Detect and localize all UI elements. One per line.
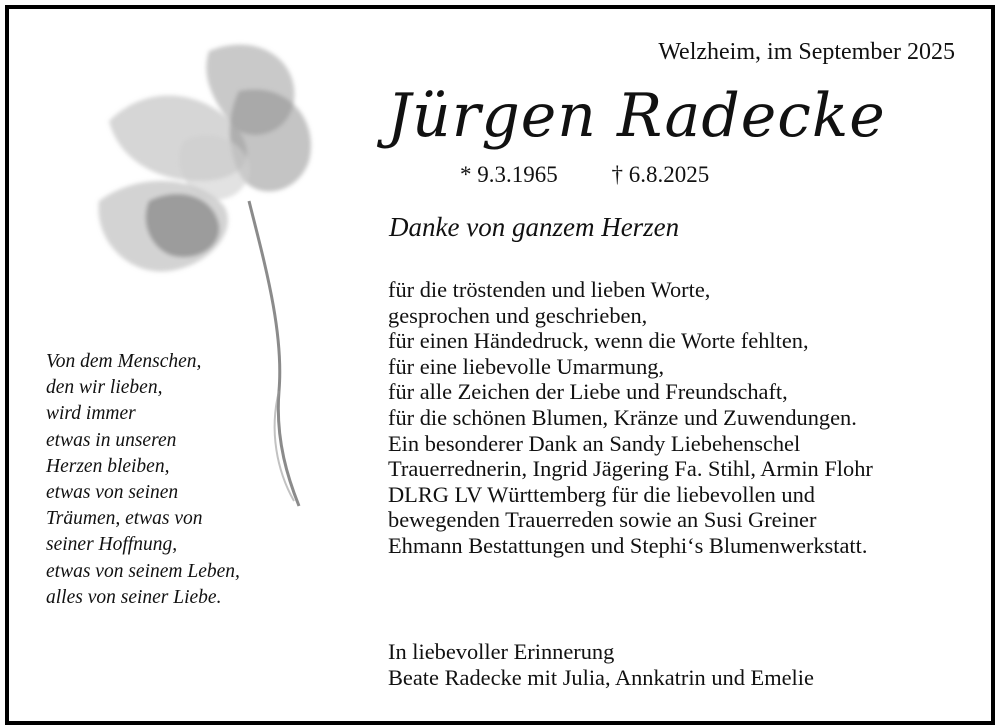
text-line: bewegenden Trauerreden sowie an Susi Greiner (388, 507, 817, 533)
deceased-name: Jürgen Radecke (387, 81, 886, 151)
poem-line: Träumen, etwas von (46, 508, 203, 530)
poem-line: etwas in unseren (46, 429, 177, 451)
text-line: für alle Zeichen der Liebe und Freundschaft, (388, 379, 788, 405)
place-date: Welzheim, im September 2025 (658, 39, 955, 65)
text-line: für eine liebevolle Umarmung, (388, 353, 665, 379)
life-dates (460, 162, 709, 188)
poem-line: alles von seiner Liebe. (46, 586, 222, 608)
poem-line: seiner Hoffnung, (46, 534, 178, 556)
text-line: Ein besonderer Dank an Sandy Liebehenschel (388, 430, 801, 456)
poem-line: den wir lieben, (46, 377, 163, 399)
text-line: Ehmann Bestattungen und Stephi‘s Blumenwerkstatt. (388, 532, 868, 558)
text-line: für die schönen Blumen, Kränze und Zuwendungen. (388, 404, 857, 430)
poem-line: etwas von seinen (46, 482, 179, 504)
text-line: für einen Händedruck, wenn die Worte fehlten, (388, 328, 809, 354)
text-line: DLRG LV Württemberg für die liebevollen und (388, 481, 816, 507)
poem-line: Herzen bleiben, (46, 455, 170, 477)
poem (46, 349, 240, 611)
text-line: Trauerrednerin, Ingrid Jägering Fa. Stihl, Armin Flohr (388, 456, 873, 482)
poem-line: etwas von seinem Leben, (46, 560, 240, 582)
notice-frame (5, 5, 995, 725)
death-date: † 6.8.2025 (611, 162, 710, 187)
text-line: gesprochen und geschrieben, (388, 302, 648, 328)
poem-line: wird immer (46, 403, 136, 425)
thanks-text (388, 277, 873, 559)
thanks-title: Danke von ganzem Herzen (389, 212, 680, 242)
poem-line: Von dem Menschen, (46, 351, 202, 372)
text-line: für die tröstenden und lieben Worte, (388, 277, 711, 302)
closing-line: In liebevoller Erinnerung (388, 639, 615, 664)
closing-signature (388, 639, 814, 691)
signatories: Beate Radecke mit Julia, Annkatrin und Emelie (388, 665, 814, 690)
birth-date: * 9.3.1965 (460, 162, 558, 187)
